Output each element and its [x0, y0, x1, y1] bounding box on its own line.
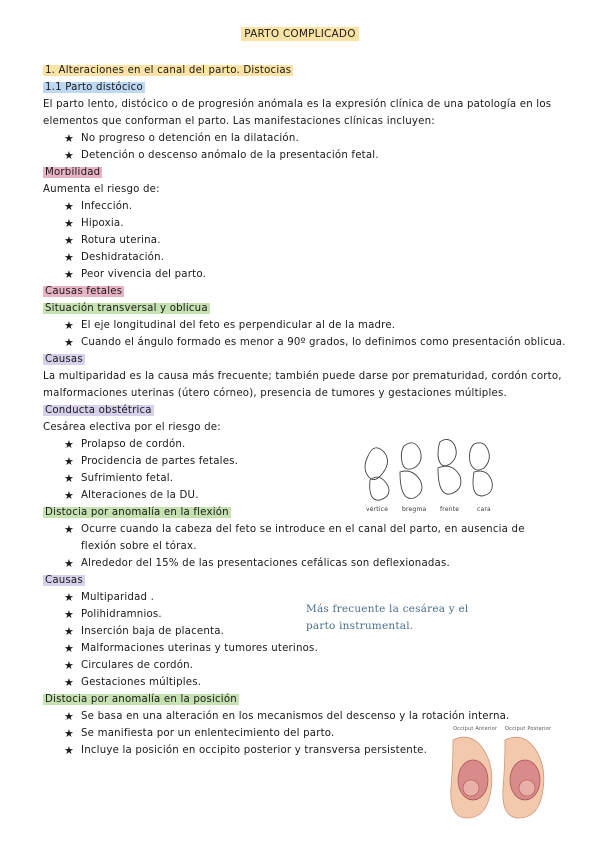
document-body [43, 62, 566, 759]
list-item: ★ Infección. [64, 200, 133, 213]
causas-paragraph: La multiparidad es la causa más frecuente; también puede darse por prematuridad, cordón corto, malformaciones uterinas (útero córneo), presencia de tumores y gestaciones múltiples. [43, 371, 562, 399]
morbilidad-lead: Aumenta el riesgo de: [43, 184, 160, 195]
occ-label-anterior: Occiput Anterior [453, 726, 498, 732]
list-item: ★ Procidencia de partes fetales. [64, 455, 239, 468]
list-item: ★ Peor vivencia del parto. [64, 268, 207, 281]
list-item: ★ Deshidratación. [64, 251, 165, 264]
list-item: ★ Alteraciones de la DU. [64, 489, 199, 502]
list-item: ★ El eje longitudinal del feto es perpendicular al de la madre. [64, 319, 396, 332]
fetal-label-cara: cara [477, 506, 491, 513]
list-item: ★ Cuando el ángulo formado es menor a 90º grados, lo definimos como presentación oblicua. [64, 336, 566, 349]
list-item: ★ Se basa en una alteración en los mecanismos del descenso y la rotación interna. [64, 710, 510, 723]
fetal-label-bregma: bregma [402, 506, 427, 513]
situacion-heading: Situación transversal y oblicua [45, 303, 208, 314]
list-item: ★ Alrededor del 15% de las presentaciones cefálicas son deflexionadas. [64, 557, 450, 570]
list-item: ★ Hipoxia. [64, 217, 124, 230]
list-item: ★ Gestaciones múltiples. [64, 676, 202, 689]
intro-paragraph: El parto lento, distócico o de progresión anómala es la expresión clínica de una patología en los elementos que conforman el parto. Las manifestaciones clínicas incluyen: [43, 99, 552, 127]
fetal-presentation-illustration [360, 432, 505, 514]
side-note: Más frecuente la cesárea y el parto instrumental. [306, 603, 469, 632]
causas-heading: Causas [45, 354, 83, 365]
list-item: ★ Rotura uterina. [64, 234, 161, 247]
list-item: ★ Inserción baja de placenta. [64, 625, 225, 638]
occ-label-posterior: Occiput Posterior [505, 726, 552, 732]
list-item: ★ Sufrimiento fetal. [64, 472, 174, 485]
morbilidad-heading: Morbilidad [45, 167, 101, 178]
list-item: ★ Circulares de cordón. [64, 659, 194, 672]
fetal-label-vertice: vértice [366, 506, 389, 513]
list-item: ★ Se manifiesta por un enlentecimiento del parto. [64, 727, 335, 740]
causas-fetales-heading: Causas fetales [45, 286, 123, 297]
occiput-position-illustration [447, 722, 555, 822]
list-item: ★ Incluye la posición en occipito posterior y transversa persistente. [64, 744, 428, 757]
conducta-lead: Cesárea electiva por el riesgo de: [43, 422, 221, 433]
section-heading: 1. Alteraciones en el canal del parto. Distocias [45, 65, 292, 76]
fetal-label-frente: frente [440, 506, 460, 513]
list-item: ★ Ocurre cuando la cabeza del feto se introduce en el canal del parto, en ausencia de flexión sobre el tórax. [64, 523, 525, 552]
flexion-heading: Distocia por anomalía en la flexión [45, 507, 229, 518]
list-item: ★ Malformaciones uterinas y tumores uterinos. [64, 642, 319, 655]
subsection-heading: 1.1 Parto distócico [45, 82, 143, 93]
list-item: ★ Prolapso de cordón. [64, 438, 186, 451]
posicion-heading: Distocia por anomalía en la posición [45, 694, 237, 705]
list-item: ★ Multiparidad . [64, 591, 155, 604]
page-title: PARTO COMPLICADO [0, 28, 600, 40]
conducta-heading: Conducta obstétrica [45, 405, 152, 416]
causas2-heading: Causas [45, 575, 83, 586]
list-item: ★ Polihidramnios. [64, 608, 162, 621]
list-item: ★ Detención o descenso anómalo de la presentación fetal. [64, 149, 379, 162]
list-item: ★ No progreso o detención en la dilatación. [64, 132, 299, 145]
